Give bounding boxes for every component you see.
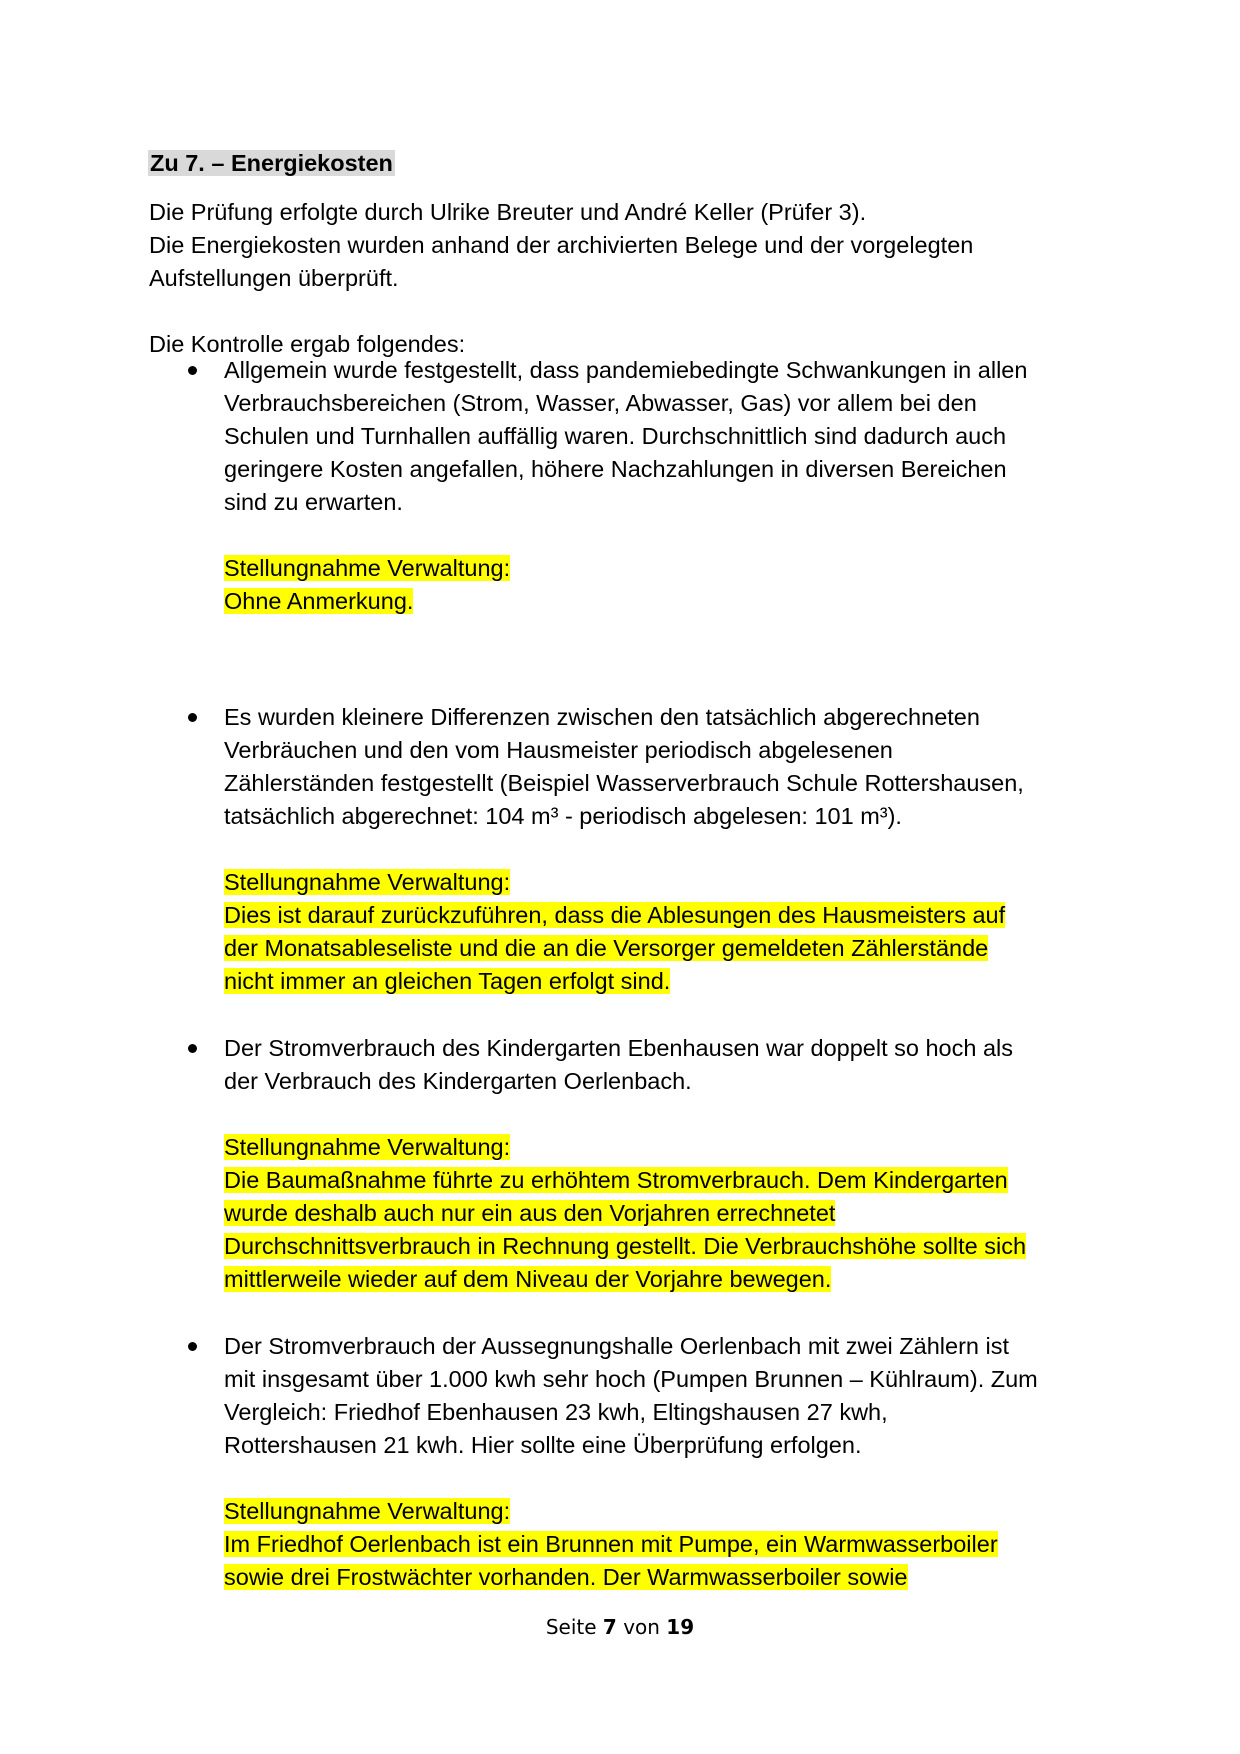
intro-line: Aufstellungen überprüft. [149,265,399,291]
finding-line: der Verbrauch des Kindergarten Oerlenbach. [224,1068,692,1094]
page-prefix: Seite [545,1615,597,1639]
bullet-icon [188,1044,197,1053]
response-text: sowie drei Frostwächter vorhanden. Der Warmwasserboiler sowie [224,1564,908,1590]
finding-line: Es wurden kleinere Differenzen zwischen den tatsächlich abgerechneten [224,704,980,730]
response-text: Durchschnittsverbrauch in Rechnung gestellt. Die Verbrauchshöhe sollte sich [224,1233,1027,1259]
finding-line: sind zu erwarten. [224,489,403,515]
page-current: 7 [602,1615,617,1639]
response-label-line [224,552,1104,585]
finding-body [224,1032,1104,1296]
response-label-line [224,866,1104,899]
response-line [224,1197,1104,1230]
finding-line: Schulen und Turnhallen auffällig waren. Durchschnittlich sind dadurch auch [224,423,1007,449]
finding-body [224,354,1104,618]
intro-line: Die Energiekosten wurden anhand der archivierten Belege und der vorgelegten [149,232,974,258]
bullet-icon [188,713,197,722]
response-text: Im Friedhof Oerlenbach ist ein Brunnen mit Pumpe, ein Warmwasserboiler [224,1531,998,1557]
response-label-line [224,1131,1104,1164]
section-heading [148,146,395,180]
response-line [224,1263,1104,1296]
response-line [224,1528,1104,1561]
bullet-icon [188,366,197,375]
response-text: Ohne Anmerkung. [224,588,414,614]
response-label: Stellungnahme Verwaltung: [224,1498,511,1524]
page-footer [0,1613,1240,1641]
response-text: nicht immer an gleichen Tagen erfolgt sind. [224,968,671,994]
finding-line: Verbrauchsbereichen (Strom, Wasser, Abwasser, Gas) vor allem bei den [224,390,977,416]
response-line [224,1164,1104,1197]
response-line [224,932,1104,965]
finding-line: Der Stromverbrauch der Aussegnungshalle Oerlenbach mit zwei Zählern ist [224,1333,1010,1359]
response-text: wurde deshalb auch nur ein aus den Vorjahren errechnetet [224,1200,836,1226]
intro-line: Die Prüfung erfolgte durch Ulrike Breuter und André Keller (Prüfer 3). [149,199,867,225]
finding-line: geringere Kosten angefallen, höhere Nachzahlungen in diversen Bereichen [224,456,1007,482]
response-text: der Monatsableseliste und die an die Versorger gemeldeten Zählerstände [224,935,989,961]
control-line: Die Kontrolle ergab folgendes: [149,331,466,357]
finding-line: Verbräuchen und den vom Hausmeister periodisch abgelesenen [224,737,893,763]
response-line [224,585,1104,618]
finding-line: Der Stromverbrauch des Kindergarten Ebenhausen war doppelt so hoch als [224,1035,1014,1061]
finding-line: mit insgesamt über 1.000 kwh sehr hoch (Pumpen Brunnen – Kühlraum). Zum [224,1366,1038,1392]
finding-body [224,701,1104,998]
finding-body [224,1330,1104,1594]
page-separator: von [623,1615,660,1639]
finding-line: Zählerständen festgestellt (Beispiel Wasserverbrauch Schule Rottershausen, [224,770,1024,796]
response-label: Stellungnahme Verwaltung: [224,1134,511,1160]
finding-line: Vergleich: Friedhof Ebenhausen 23 kwh, Eltingshausen 27 kwh, [224,1399,888,1425]
response-label: Stellungnahme Verwaltung: [224,869,511,895]
response-line [224,899,1104,932]
page-total: 19 [666,1615,695,1639]
response-line [224,965,1104,998]
response-text: Dies ist darauf zurückzuführen, dass die Ablesungen des Hausmeisters auf [224,902,1006,928]
response-label-line [224,1495,1104,1528]
response-text: Die Baumaßnahme führte zu erhöhtem Stromverbrauch. Dem Kindergarten [224,1167,1008,1193]
section-heading-text: Zu 7. – Energiekosten [150,150,393,176]
finding-line: Rottershausen 21 kwh. Hier sollte eine Überprüfung erfolgen. [224,1432,862,1458]
response-line [224,1561,1104,1594]
bullet-icon [188,1342,197,1351]
finding-line: tatsächlich abgerechnet: 104 m³ - periodisch abgelesen: 101 m³). [224,803,902,829]
response-text: mittlerweile wieder auf dem Niveau der Vorjahre bewegen. [224,1266,832,1292]
response-line [224,1230,1104,1263]
response-label: Stellungnahme Verwaltung: [224,555,511,581]
finding-line: Allgemein wurde festgestellt, dass pandemiebedingte Schwankungen in allen [224,357,1028,383]
intro-paragraph [149,196,1129,295]
